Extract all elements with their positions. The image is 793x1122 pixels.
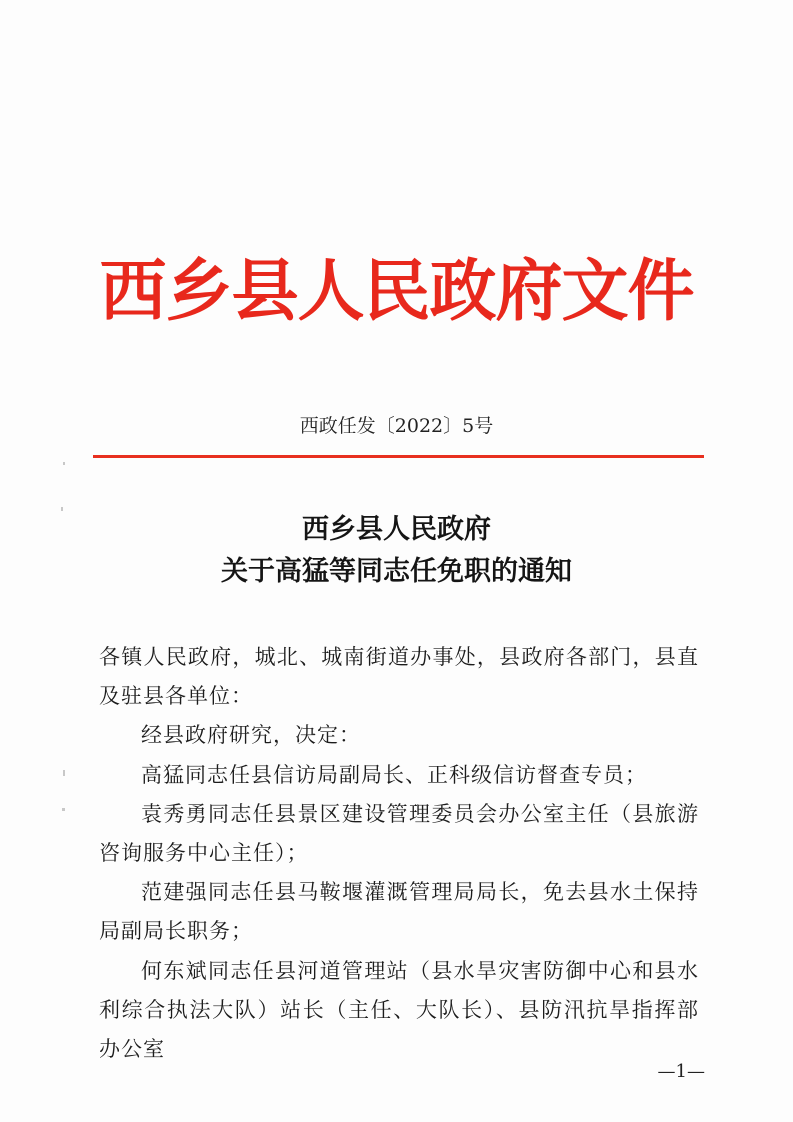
scan-speck bbox=[62, 808, 65, 811]
body-paragraph: 袁秀勇同志任县景区建设管理委员会办公室主任（县旅游咨询服务中心主任）； bbox=[99, 801, 699, 866]
document-header-title: 西乡县人民政府文件 bbox=[99, 251, 694, 330]
addressee-line: 各镇人民政府，城北、城南街道办事处，县政府各部门，县直及驻县各单位： bbox=[99, 645, 699, 709]
red-separator-rule bbox=[93, 455, 704, 458]
scan-speck bbox=[63, 462, 65, 465]
scan-speck bbox=[63, 770, 65, 776]
notice-title-issuer: 西乡县人民政府 bbox=[302, 514, 491, 545]
notice-title-subject: 关于高猛等同志任免职的通知 bbox=[221, 556, 572, 587]
body-paragraph: 高猛同志任县信访局副局长、正科级信访督查专员； bbox=[141, 762, 647, 787]
document-number: 西政任发〔2022〕5号 bbox=[299, 415, 494, 437]
notice-body bbox=[99, 638, 699, 1069]
body-paragraph: 经县政府研究，决定： bbox=[141, 723, 361, 748]
body-paragraph: 何东斌同志任县河道管理站（县水旱灾害防御中心和县水利综合执法大队）站长（主任、大队长）、县防汛抗旱指挥部办公室 bbox=[99, 958, 699, 1062]
page-number: —1— bbox=[657, 1061, 705, 1082]
body-paragraph: 范建强同志任县马鞍堰灌溉管理局局长，免去县水土保持局副局长职务； bbox=[99, 880, 699, 944]
